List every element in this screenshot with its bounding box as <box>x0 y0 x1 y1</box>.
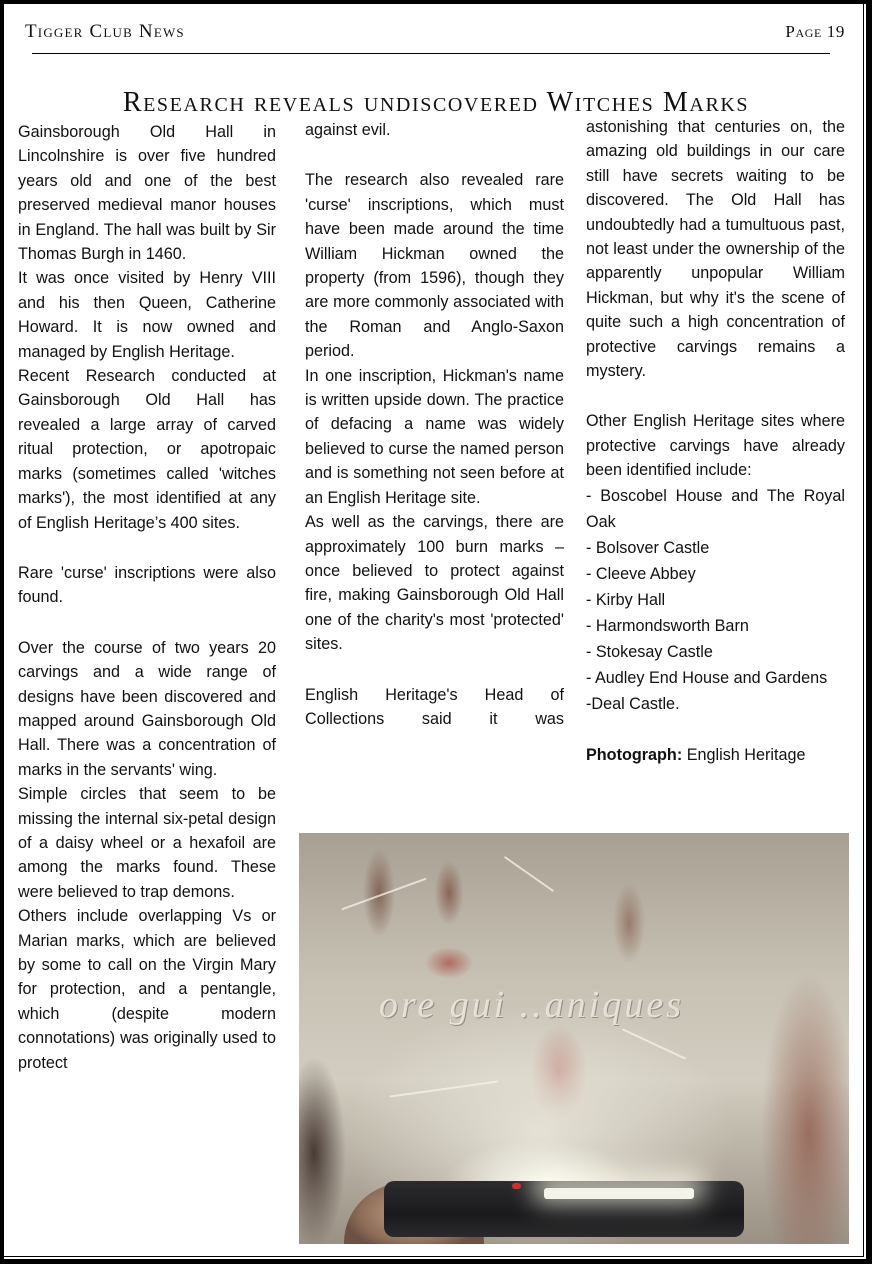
torch-button <box>512 1183 521 1189</box>
page-border-inner-right <box>863 4 864 1256</box>
paragraph: It was once visited by Henry VIII and his then Queen, Catherine Howard. It is now owned and managed by English Heritage. <box>18 269 276 361</box>
paragraph: Others include overlapping Vs or Marian marks, which are believed by some to call on the Virgin Mary for protection, and a pentangle, which (despite modern connotations) was originally used to protect <box>18 907 276 1072</box>
list-item: - Stokesay Castle <box>586 642 713 661</box>
scratch-mark <box>341 878 426 911</box>
article-column-2 <box>305 118 564 731</box>
scratch-mark <box>622 1028 686 1059</box>
torch-light <box>544 1188 694 1199</box>
paragraph: Recent Research conducted at Gainsborough Old Hall has revealed a large array of carved ritual protection, or apotropaic marks (sometimes called 'witches marks'), the most identified at any of English Heritage’s 400 sites. <box>18 367 276 532</box>
paragraph: In one inscription, Hickman's name is written upside down. The practice of defacing a name was widely believed to curse the named person and is something not seen before at an English Heritage site. <box>305 366 564 507</box>
paragraph: Rare 'curse' inscriptions were also found. <box>18 563 276 607</box>
sites-intro: Other English Heritage sites where protective carvings have already been identified include: <box>586 412 845 480</box>
paragraph: astonishing that centuries on, the amazing old buildings in our care still have secrets waiting to be discovered. The Old Hall has undoubtedly had a tumultuous past, not least under the ownership of the apparently unpopular William Hickman, but why it's the scene of quite such a high concentration of protective carvings remains a mystery. <box>586 118 845 381</box>
list-item: -Deal Castle. <box>586 694 680 713</box>
list-item: - Bolsover Castle <box>586 538 710 557</box>
scratch-mark <box>389 1080 498 1097</box>
paragraph: English Heritage's Head of Collections said it was <box>305 685 564 728</box>
list-item: - Audley End House and Gardens <box>586 668 828 687</box>
paragraph: The research also revealed rare 'curse' inscriptions, which must have been made around the time William Hickman owned the property (from 1596), though they are more commonly associated with the Roman and Anglo-Saxon period. <box>305 171 564 361</box>
page-number: Page 19 <box>785 22 845 41</box>
paragraph: Gainsborough Old Hall in Lincolnshire is over five hundred years old and one of the best preserved medieval manor houses in England. The hall was built by Sir Thomas Burgh in 1460. <box>18 123 276 264</box>
publication-name: Tigger Club News <box>25 21 185 42</box>
header-divider <box>32 53 830 54</box>
photo-credit <box>586 743 845 767</box>
list-item: - Cleeve Abbey <box>586 564 696 583</box>
photo-credit-value: English Heritage <box>682 745 806 764</box>
paragraph: Over the course of two years 20 carvings and a wide range of designs have been discovered and mapped around Gainsborough Old Hall. There was a concentration of marks in the servants' wing. <box>18 638 276 779</box>
photo-credit-label: Photograph: <box>586 745 683 764</box>
carved-inscription: ore gui ..aniques <box>379 984 685 1026</box>
sites-list <box>586 483 845 717</box>
scratch-mark <box>504 856 554 892</box>
list-item: - Boscobel House and The Royal Oak <box>586 486 845 531</box>
page-border-inner-bottom <box>4 1256 864 1257</box>
paragraph: Simple circles that seem to be missing the internal six-petal design of a daisy wheel or a hexafoil are among the marks found. These were believed to trap demons. <box>18 785 276 901</box>
list-item: - Kirby Hall <box>586 590 666 609</box>
article-photo <box>299 833 849 1244</box>
paragraph: against evil. <box>305 121 391 139</box>
article-column-3 <box>586 115 845 767</box>
list-item: - Harmondsworth Barn <box>586 616 749 635</box>
article-column-1 <box>18 120 276 1075</box>
article-title: Research reveals undiscovered Witches Marks <box>122 86 750 118</box>
paragraph: As well as the carvings, there are approximately 100 burn marks – once believed to protect against fire, making Gainsborough Old Hall one of the charity's most 'protected' sites. <box>305 513 564 654</box>
